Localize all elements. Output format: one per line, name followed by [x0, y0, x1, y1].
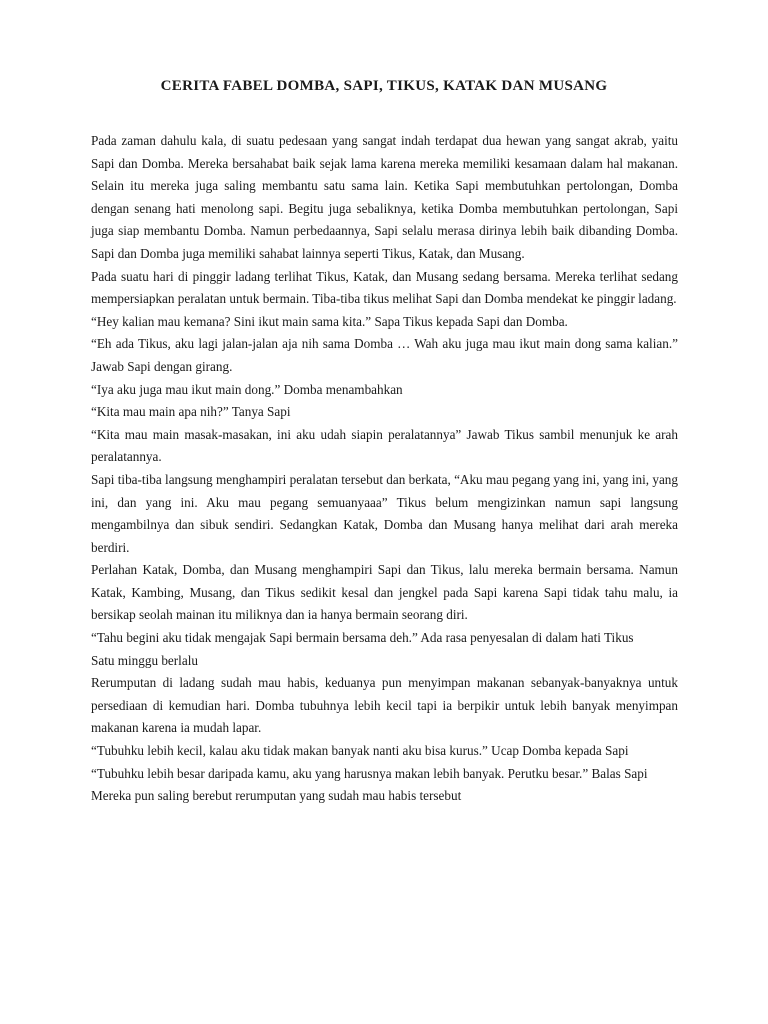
paragraph: Mereka pun saling berebut rerumputan yang sudah mau habis tersebut — [91, 788, 462, 804]
paragraph: Perlahan Katak, Domba, dan Musang menghampiri Sapi dan Tikus, lalu mereka bermain bersama. Namun Katak, Kambing, Musang, dan Tikus sedikit kesal dan jengkel pada Sapi karena Sapi tidak tahu malu, ia bersikap seolah mainan itu miliknya dan ia hanya bermain seorang diri. — [91, 562, 678, 623]
paragraph: Rerumputan di ladang sudah mau habis, keduanya pun menyimpan makanan sebanyak-banyaknya untuk persediaan di kemudian hari. Domba tubuhnya lebih kecil tapi ia berpikir untuk lebih banyak menyimpan makanan karena ia mudah lapar. — [91, 675, 678, 736]
document-body — [91, 130, 678, 808]
paragraph: “Iya aku juga mau ikut main dong.” Domba menambahkan — [91, 381, 403, 397]
paragraph: “Tubuhku lebih kecil, kalau aku tidak makan banyak nanti aku bisa kurus.” Ucap Domba kepada Sapi — [91, 743, 629, 759]
paragraph: Pada suatu hari di pinggir ladang terlihat Tikus, Katak, dan Musang sedang bersama. Mereka terlihat sedang mempersiapkan peralatan untuk bermain. Tiba-tiba tikus melihat Sapi dan Domba mendekat ke pinggir ladang. — [91, 268, 678, 307]
paragraph: “Hey kalian mau kemana? Sini ikut main sama kita.” Sapa Tikus kepada Sapi dan Domba. — [91, 313, 568, 329]
paragraph: Satu minggu berlalu — [91, 652, 198, 668]
paragraph: “Eh ada Tikus, aku lagi jalan-jalan aja nih sama Domba … Wah aku juga mau ikut main dong sama kalian.” Jawab Sapi dengan girang. — [91, 336, 678, 374]
paragraph: Sapi tiba-tiba langsung menghampiri peralatan tersebut dan berkata, “Aku mau pegang yang ini, yang ini, yang ini, dan yang ini. Aku mau pegang semuanyaaa” Tikus belum mengizinkan namun sapi langsung mengambilnya dan sibuk sendiri. Sedangkan Katak, Domba dan Musang hanya melihat dari arah mereka berdiri. — [91, 471, 678, 555]
paragraph: Pada zaman dahulu kala, di suatu pedesaan yang sangat indah terdapat dua hewan yang sangat akrab, yaitu Sapi dan Domba. Mereka bersahabat baik sejak lama karena mereka memiliki kesamaan dalam hal makanan. Selain itu mereka juga saling membantu satu sama lain. Ketika Sapi membutuhkan pertolongan, Domba dengan senang hati menolong sapi. Begitu juga sebaliknya, ketika Domba membutuhkan pertolongan, Sapi juga siap membantu Domba. Namun perbedaannya, Sapi selalu merasa dirinya lebih baik dibanding Domba. Sapi dan Domba juga memiliki sahabat lainnya seperti Tikus, Katak, dan Musang. — [91, 133, 678, 261]
paragraph: “Kita mau main apa nih?” Tanya Sapi — [91, 404, 291, 420]
paragraph: “Tubuhku lebih besar daripada kamu, aku yang harusnya makan lebih banyak. Perutku besar.” Balas Sapi — [91, 765, 648, 781]
paragraph: “Tahu begini aku tidak mengajak Sapi bermain bersama deh.” Ada rasa penyesalan di dalam hati Tikus — [91, 630, 634, 646]
paragraph: “Kita mau main masak-masakan, ini aku udah siapin peralatannya” Jawab Tikus sambil menunjuk ke arah peralatannya. — [91, 426, 678, 465]
page-title: CERITA FABEL DOMBA, SAPI, TIKUS, KATAK DAN MUSANG — [160, 78, 608, 94]
